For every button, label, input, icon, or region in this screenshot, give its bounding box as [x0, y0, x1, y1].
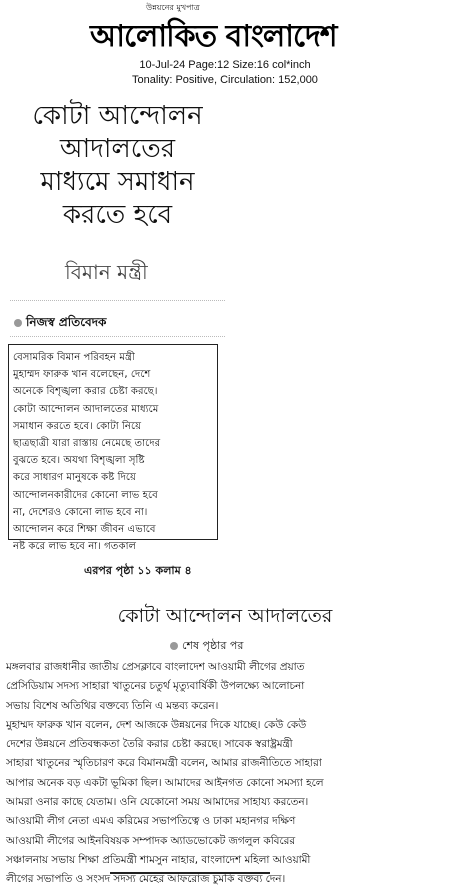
clipping-meta-tonality: Tonality: Positive, Circulation: 152,000	[132, 74, 318, 86]
body-line: বেসামরিক বিমান পরিবহন মন্ত্রী	[13, 352, 135, 363]
divider	[10, 336, 225, 337]
body-line: কোটা আন্দোলন আদালতের মাধ্যমে	[13, 403, 159, 415]
masthead	[0, 0, 450, 58]
body-line: মঙ্গলবার রাজধানীর জাতীয় প্রেসক্লাবে বাংলাদেশ আওয়ামী লীগের প্রয়াত	[6, 661, 305, 673]
article-headline	[10, 100, 225, 232]
body-line: না, দেশেরও কোনো লাভ হবে না।	[13, 506, 148, 518]
body-line: অনেকে বিশৃঙ্খলা করার চেষ্টা করছে।	[13, 386, 158, 398]
body-line: লীগের সভাপতি ও সংসদ সদস্য মেহের আফরোজ চুমকি বক্তব্য দেন।	[6, 873, 286, 886]
body-line: বুঝতে হবে। অযথা বিশৃঙ্খলা সৃষ্টি	[13, 455, 145, 467]
body-line: মুহাম্মদ ফারুক খান বলেছেন, দেশে	[13, 369, 151, 381]
continuation-body	[6, 658, 442, 890]
continued-from-label	[170, 637, 243, 656]
divider	[10, 300, 225, 301]
body-line: করে সাধারণ মানুষকে কষ্ট দিয়ে	[13, 472, 137, 484]
continuation-title: কোটা আন্দোলন আদালতের	[117, 605, 333, 627]
body-line: আপার অনেক বড় একটা ভূমিকা ছিল। আমাদের আইনগত কোনো সমস্যা হলে	[6, 776, 324, 789]
body-line: আন্দোলনকারীদের কোনো লাভ হবে	[13, 489, 158, 501]
body-line: মুহাম্মদ ফারুক খান বলেন, দেশ আজকে উন্নয়নের দিকে যাচ্ছে। কেউ কেউ	[6, 718, 307, 731]
body-line: সাহারা খাতুনের স্মৃতিচারণ করে বিমানমন্ত্রী বলেন, আমার রাজনীতিতে সাহারা	[6, 757, 322, 770]
bullet-icon	[170, 642, 178, 650]
body-line: আন্দোলন করে শিক্ষা জীবন এভাবে	[13, 524, 156, 536]
headline-line: কোটা আন্দোলন	[32, 101, 203, 131]
body-line: সভায় বিশেষ অতিথির বক্তব্যে তিনি এ মন্তব্য করেন।	[6, 699, 219, 712]
body-line: আওয়ামী লীগ নেতা এমএ করিমের সভাপতিত্বে ও ঢাকা মহানগর দক্ষিণ	[6, 815, 296, 828]
headline-line: আদালতের	[59, 134, 176, 164]
headline-line: মাধ্যমে সমাধান	[40, 167, 195, 197]
body-line: সঞ্চালনায় সভায় শিক্ষা প্রতিমন্ত্রী শামসুন নাহার, বাংলাদেশ মহিলা আওয়ামী	[6, 853, 311, 866]
article-subhead: বিমান মন্ত্রী	[65, 260, 148, 284]
continued-on-label: এরপর পৃষ্ঠা ১১ কলাম ৪	[84, 564, 192, 577]
body-line: দেশের উন্নয়নে প্রতিবন্ধকতা তৈরি করার চেষ্টা করছে। সাবেক স্বরাষ্ট্রমন্ত্রী	[6, 738, 293, 751]
byline-text: নিজস্ব প্রতিবেদক	[26, 315, 107, 329]
article-body	[8, 344, 218, 553]
masthead-tagline: উন্নয়নের মুখপাত্র	[146, 3, 200, 12]
body-line: আমরা ওনার কাছে যেতাম। ওনি যেকোনো সময় আমাদের সাহায্য করতেন।	[6, 796, 309, 809]
body-line: আওয়ামী লীগের আইনবিষয়ক সম্পাদক অ্যাডভোকেট জগলুল কবিরের	[6, 834, 296, 847]
cropped-next-article	[110, 872, 270, 884]
byline	[14, 314, 106, 334]
newspaper-logo: আলোকিত বাংলাদেশ	[90, 19, 337, 54]
continued-from-text: শেষ পৃষ্ঠার পর	[182, 639, 244, 652]
body-line: নষ্ট করে লাভ হবে না। গতকাল	[13, 541, 137, 553]
body-line: সমাধান করতে হবে। কোটা নিয়ে	[13, 420, 142, 432]
body-line: প্রেসিডিয়াম সদস্য সাহারা খাতুনের চতুর্থ মৃত্যুবার্ষিকী উপলক্ষ্যে আলোচনা	[6, 680, 305, 693]
clipping-meta-date: 10-Jul-24 Page:12 Size:16 col*inch	[139, 59, 311, 71]
headline-line: করতে হবে	[62, 200, 173, 230]
bullet-icon	[14, 319, 22, 327]
body-line: ছাত্রছাত্রী যারা রাস্তায় নেমেছে তাদের	[13, 438, 161, 450]
